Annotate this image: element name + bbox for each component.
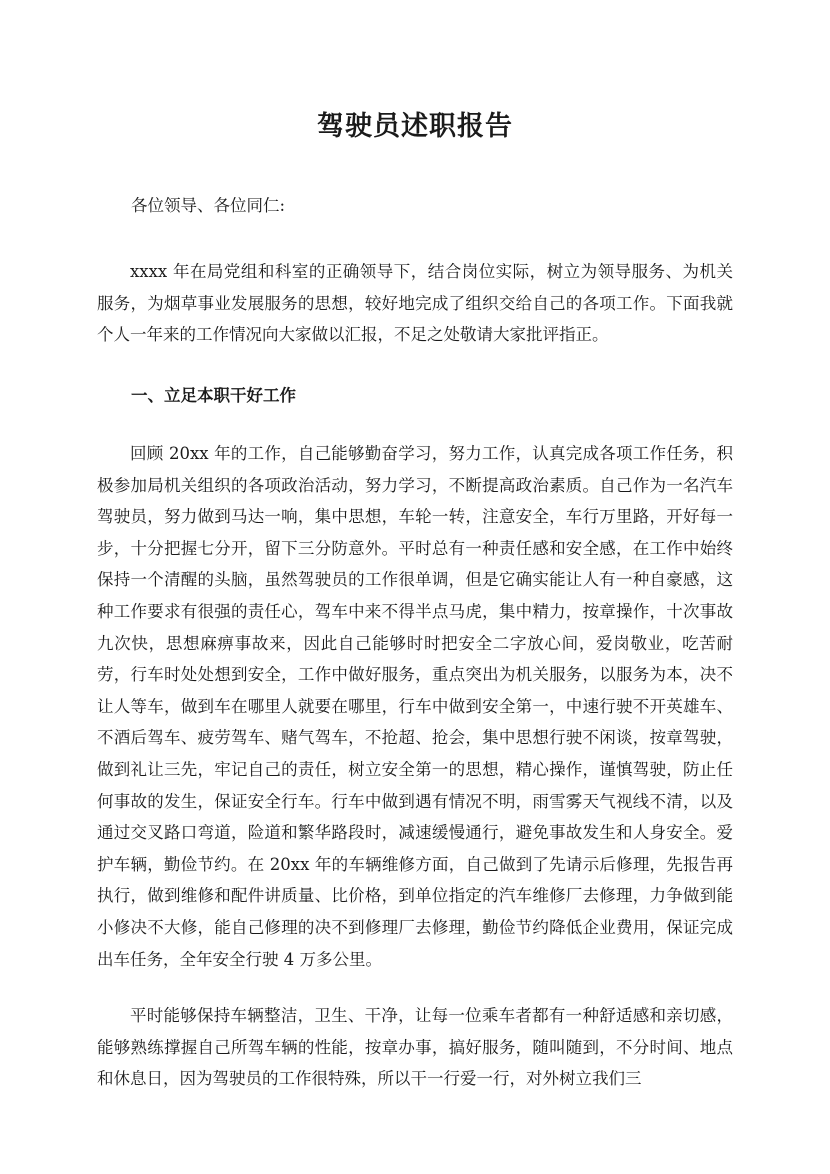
body-paragraph: 回顾 20xx 年的工作，自己能够勤奋学习，努力工作，认真完成各项工作任务，积极参加局机关组织的各项政治活动，努力学习，不断提高政治素质。自己作为一名汽车驾驶员，努力做到马达一响，集中思想，车轮一转，注意安全，车行万里路，开好每一步，十分把握七分开，留下三分防意外。平时总有一种责任感和安全感，在工作中始终保持一个清醒的头脑，虽然驾驶员的工作很单调，但是它确实能让人有一种自豪感，这种工作要求有很强的责任心，驾车中来不得半点马虎，集中精力，按章操作，十次事故九次快，思想麻痹事故来，因此自己能够时时把安全二字放心间，爱岗敬业，吃苦耐劳，行车时处处想到安全，工作中做好服务，重点突出为机关服务，以服务为本，决不让人等车，做到车在哪里人就要在哪里，行车中做到安全第一，中速行驶不开英雄车、不酒后驾车、疲劳驾车、赌气驾车，不抢超、抢会，集中思想行驶不闲谈，按章驾驶，做到礼让三先，牢记自己的责任，树立安全第一的思想，精心操作，谨慎驾驶，防止任何事故的发生，保证安全行车。行车中做到遇有情况不明，雨雪雾天气视线不清，以及通过交叉路口弯道，险道和繁华路段时，减速缓慢通行，避免事故发生和人身安全。爱护车辆，勤俭节约。在 20xx 年的车辆维修方面，自己做到了先请示后修理，先报告再执行，做到维修和配件讲质量、比价格，到单位指定的汽车维修厂去修理，力争做到能小修决不大修，能自己修理的决不到修理厂去修理，勤俭节约降低企业费用，保证完成出车任务，全年安全行驶 4 万多公里。 <box>97 444 733 969</box>
body-paragraph: 平时能够保持车辆整洁，卫生、干净，让每一位乘车者都有一种舒适感和亲切感，能够熟练撑握自己所驾车辆的性能，按章办事，搞好服务，随叫随到，不分时间、地点和休息日，因为驾驶员的工作很特殊，所以干一行爱一行，对外树立我们三 <box>97 1006 733 1089</box>
section-heading: 一、立足本职干好工作 <box>131 386 296 405</box>
salutation: 各位领导、各位同仁: <box>131 196 286 215</box>
page-title: 驾驶员述职报告 <box>317 111 513 142</box>
intro-paragraph: xxxx 年在局党组和科室的正确领导下，结合岗位实际，树立为领导服务、为机关服务，为烟草事业发展服务的思想，较好地完成了组织交给自己的各项工作。下面我就个人一年来的工作情况向大家做以汇报，不足之处敬请大家批评指正。 <box>97 262 733 345</box>
